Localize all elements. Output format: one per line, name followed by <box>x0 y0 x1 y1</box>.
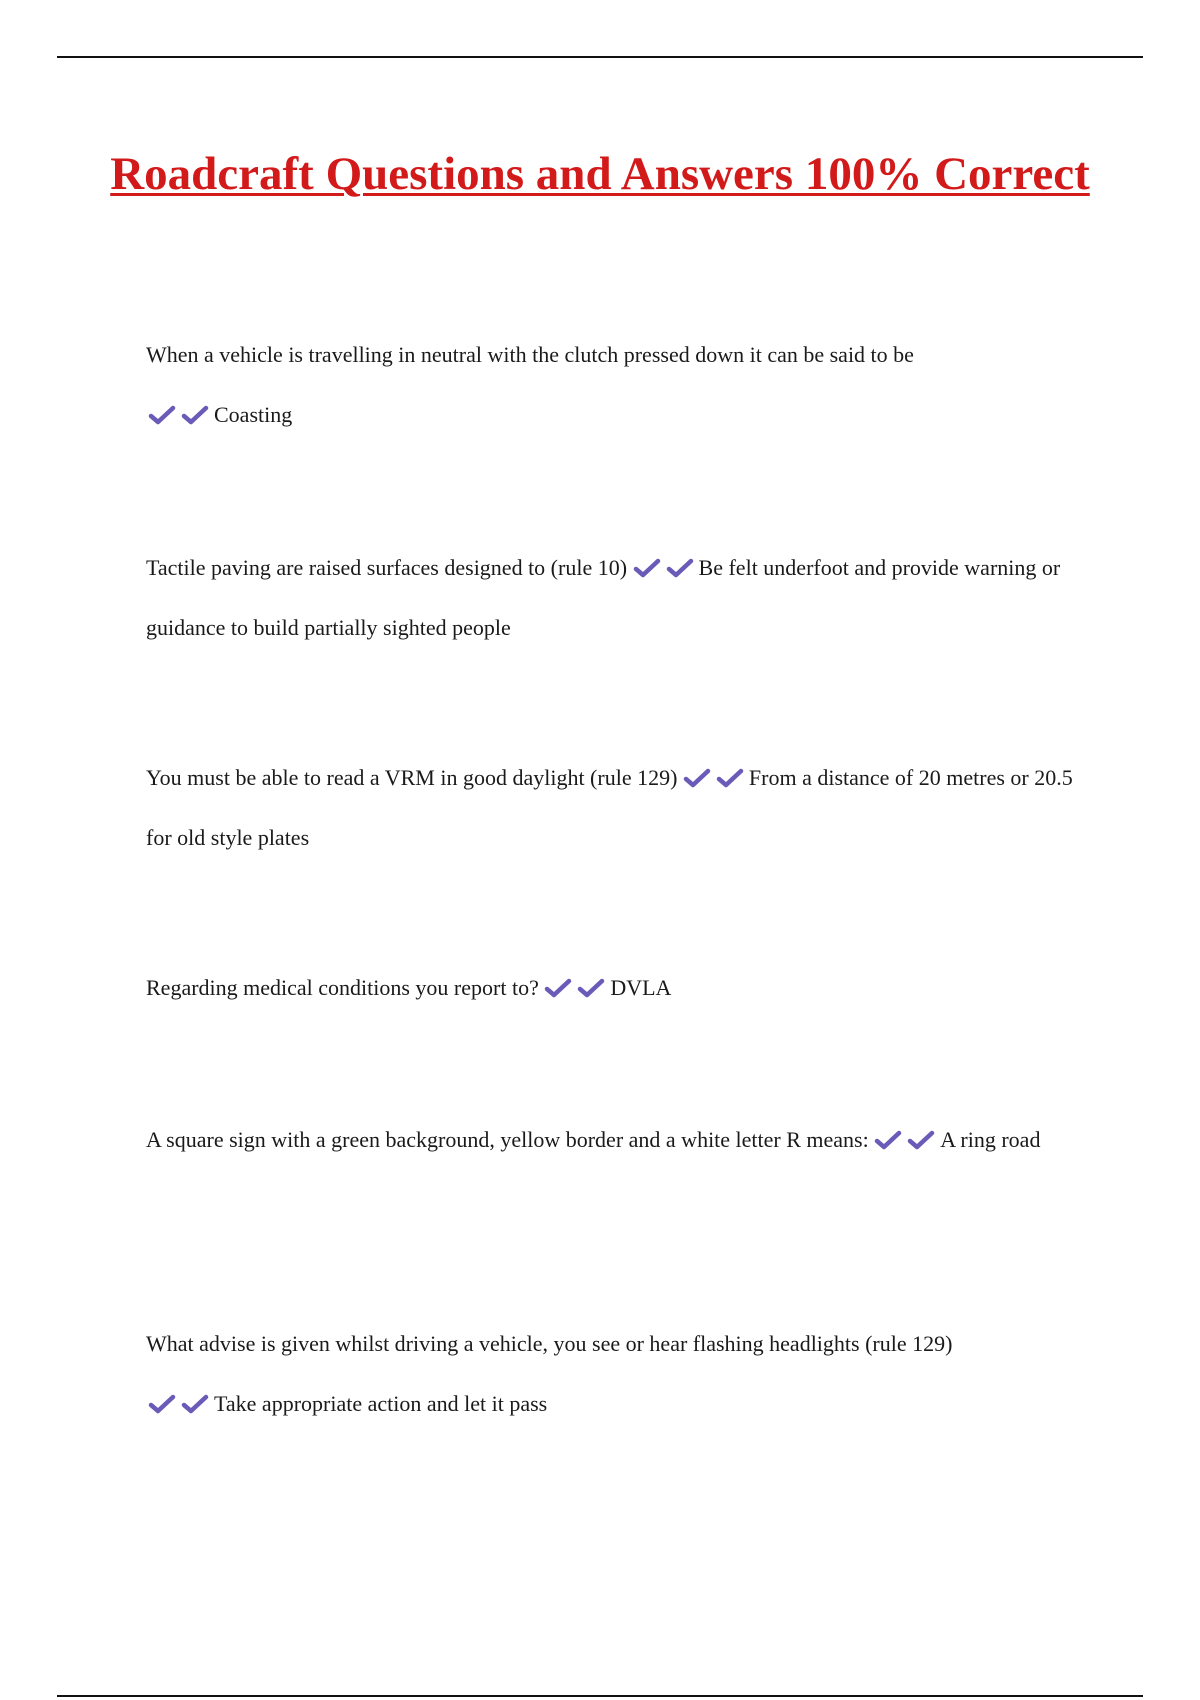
check-icon <box>148 405 176 425</box>
check-icon <box>874 1130 902 1150</box>
qa-item-2 <box>146 538 1096 658</box>
check-icon <box>148 1394 176 1414</box>
answer-text: A ring road <box>940 1127 1041 1152</box>
page-title: Roadcraft Questions and Answers 100% Correct <box>110 148 1090 200</box>
check-icon <box>633 558 661 578</box>
check-icon <box>666 558 694 578</box>
check-icon <box>544 978 572 998</box>
question-text: Regarding medical conditions you report to? <box>146 975 539 1000</box>
top-rule <box>57 56 1143 58</box>
check-icon <box>907 1130 935 1150</box>
qa-item-1 <box>146 325 1096 445</box>
check-icon <box>577 978 605 998</box>
question-text: Tactile paving are raised surfaces designed to (rule 10) <box>146 555 628 580</box>
check-icon <box>716 768 744 788</box>
answer-text: Coasting <box>214 402 293 427</box>
question-text: When a vehicle is travelling in neutral with the clutch pressed down it can be said to be <box>146 342 914 367</box>
answer-text: From a distance of 20 metres or 20.5 for old style plates <box>146 765 1073 850</box>
bottom-rule <box>57 1695 1143 1697</box>
qa-item-3 <box>146 748 1096 868</box>
qa-item-5 <box>146 1110 1096 1170</box>
qa-item-6 <box>146 1314 1096 1434</box>
question-text: A square sign with a green background, yellow border and a white letter R means: <box>146 1127 869 1152</box>
check-icon <box>181 405 209 425</box>
answer-text: Be felt underfoot and provide warning or guidance to build partially sighted people <box>146 555 1061 640</box>
check-icon <box>683 768 711 788</box>
answer-text: Take appropriate action and let it pass <box>214 1391 548 1416</box>
question-text: You must be able to read a VRM in good daylight (rule 129) <box>146 765 678 790</box>
answer-text: DVLA <box>610 975 672 1000</box>
check-icon <box>181 1394 209 1414</box>
question-text: What advise is given whilst driving a vehicle, you see or hear flashing headlights (rule 129) <box>146 1331 953 1356</box>
qa-item-4 <box>146 958 1096 1018</box>
